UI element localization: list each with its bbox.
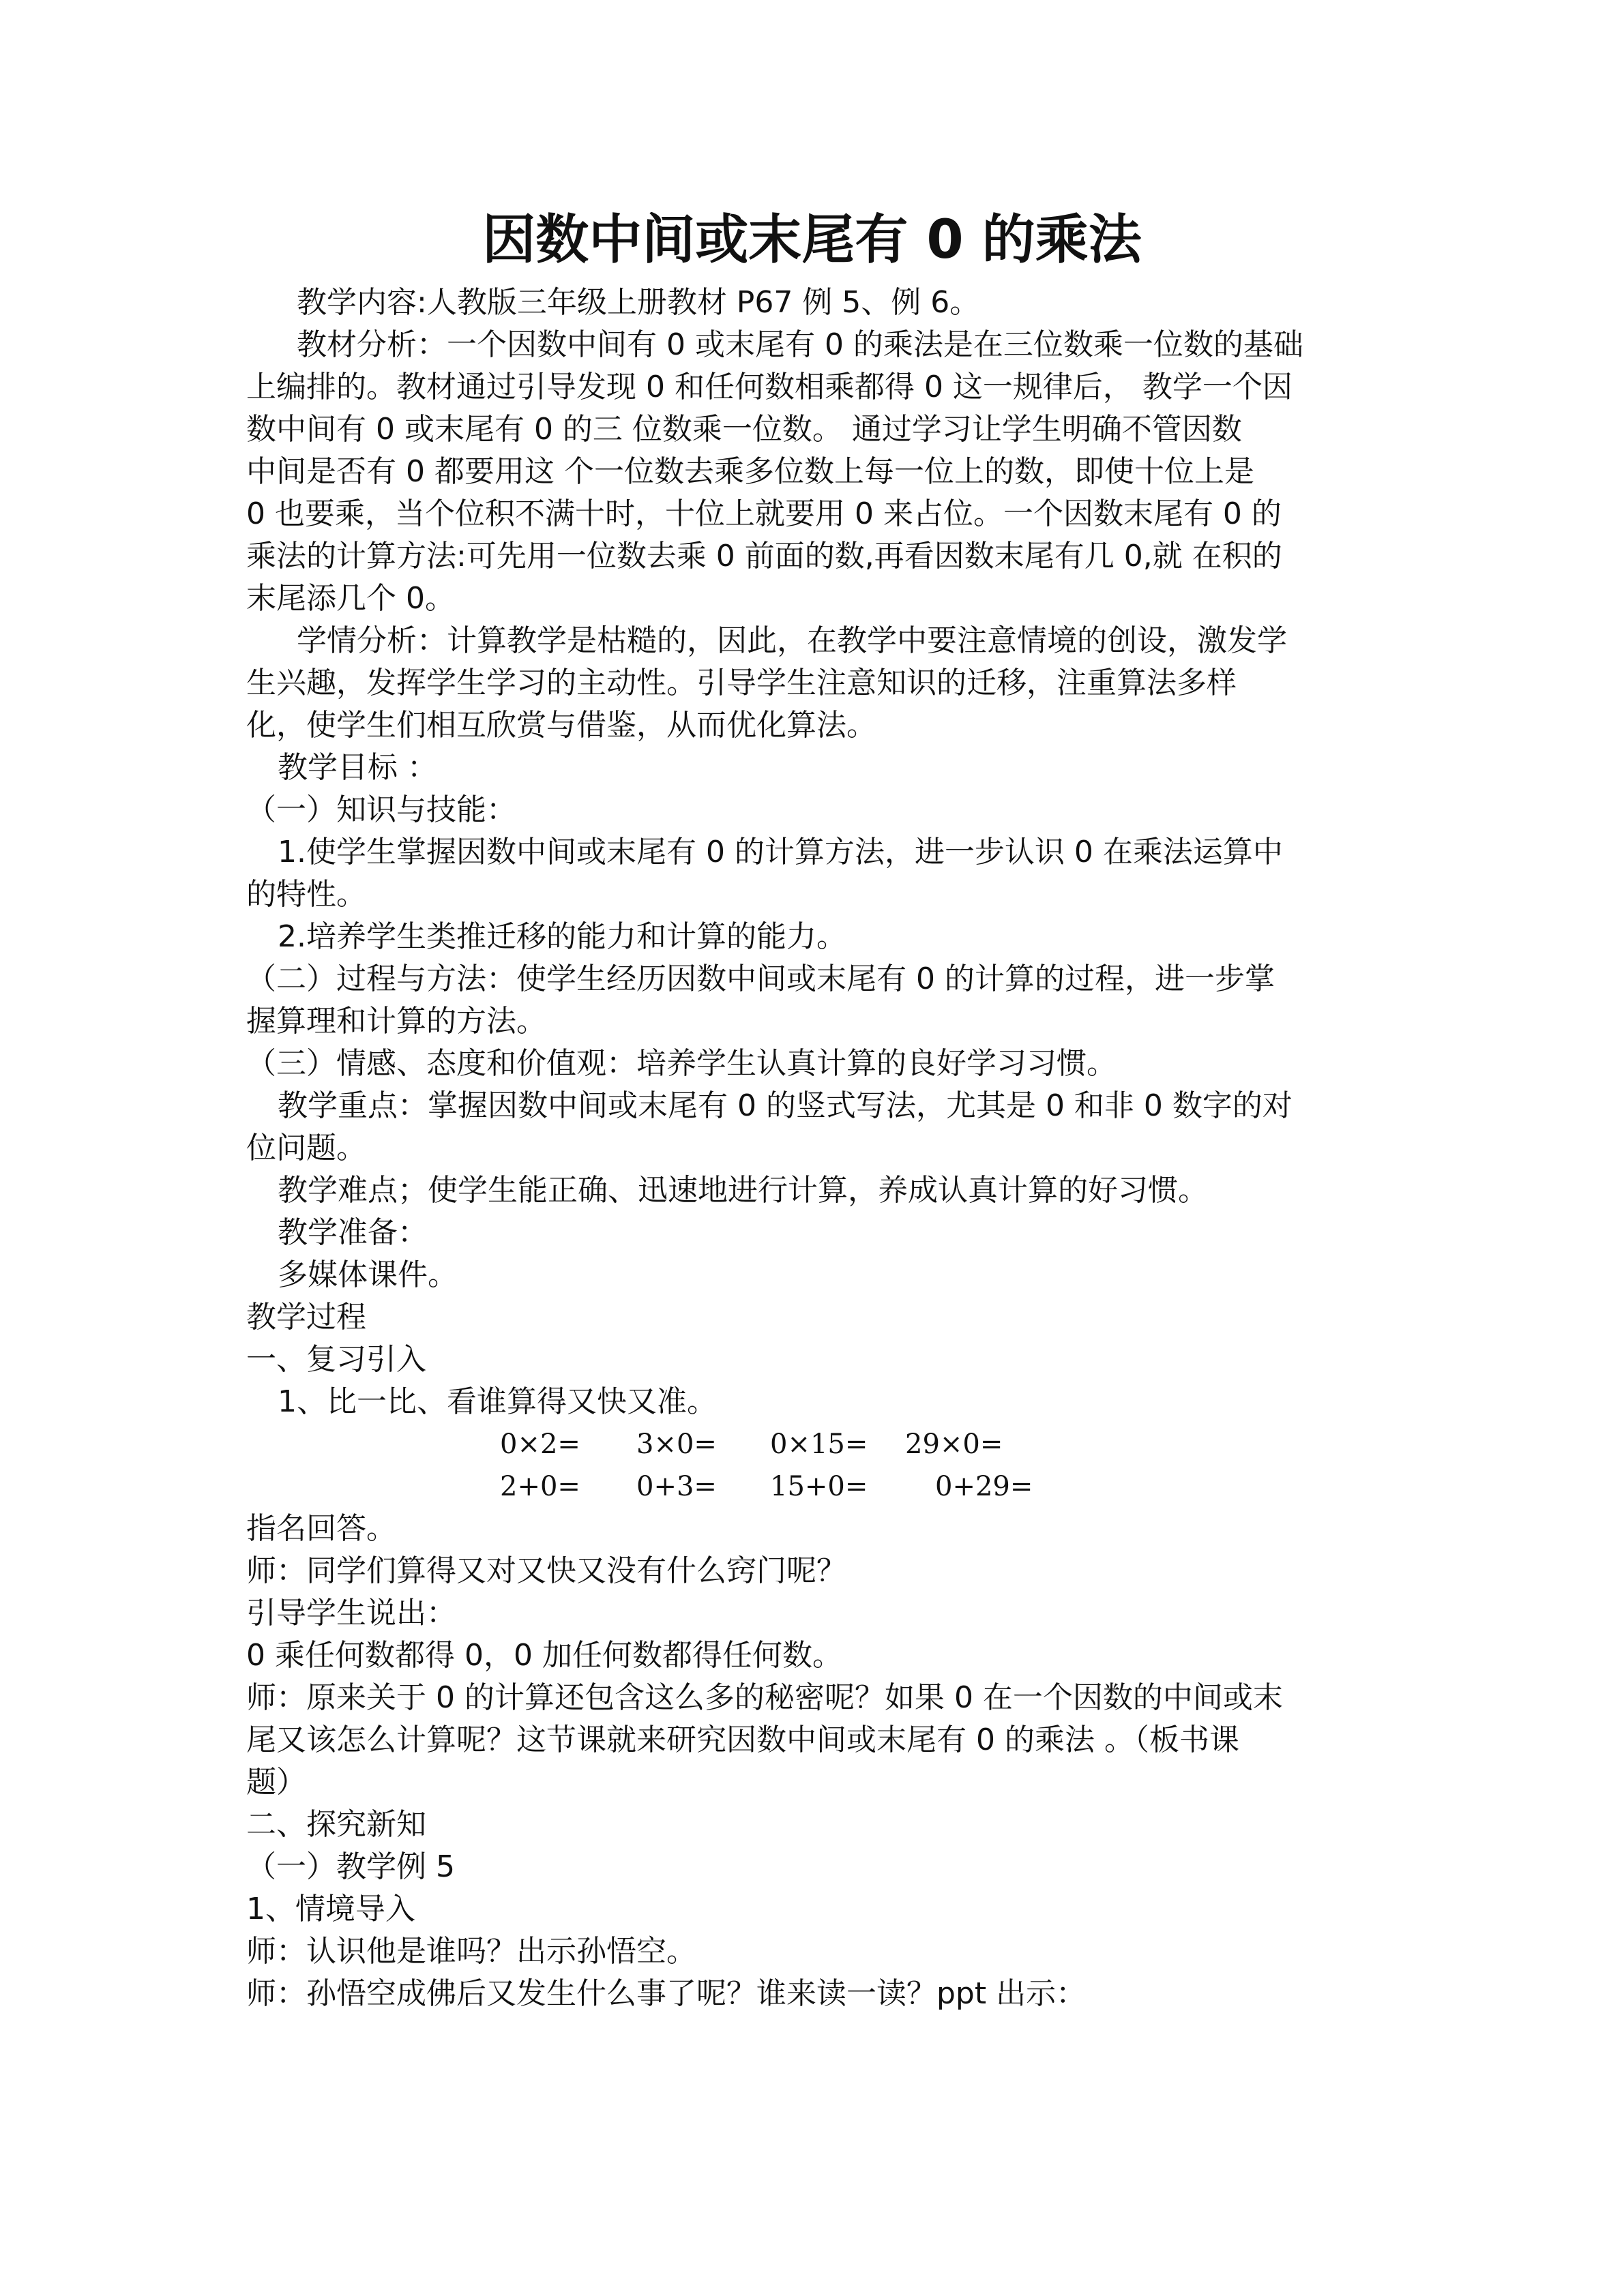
exercise: 15+0=: [770, 1471, 868, 1502]
process-line: 师：认识他是谁吗？出示孙悟空。: [246, 1934, 696, 1969]
review-task: 1、比一比、看谁算得又快又准。: [278, 1384, 717, 1419]
page-title: 因数中间或末尾有 0 的乘法: [482, 209, 1142, 271]
example-heading: （一）教学例 5: [246, 1849, 455, 1884]
process-method-line: （二）过程与方法：使学生经历因数中间或末尾有 0 的计算的过程，进一步掌: [246, 961, 1275, 996]
process-line: 师：孙悟空成佛后又发生什么事了呢？谁来读一读？ppt 出示：: [246, 1976, 1087, 2011]
material-analysis-line: 0 也要乘，当个位积不满十时，十位上就要用 0 来占位。一个因数末尾有 0 的: [246, 496, 1282, 531]
material-analysis-line: 上编排的。教材通过引导发现 0 和任何数相乘都得 0 这一规律后， 教学一个因: [246, 370, 1293, 404]
process-line: 指名回答。: [246, 1511, 396, 1546]
exercise: 3×0=: [636, 1429, 717, 1460]
process-line: 引导学生说出：: [246, 1596, 456, 1630]
knowledge-skills-heading: （一）知识与技能：: [246, 792, 516, 827]
exercise: 0+29=: [935, 1471, 1033, 1502]
material-analysis-line: 乘法的计算方法:可先用一位数去乘 0 前面的数,再看因数末尾有几 0,就 在积的: [246, 539, 1282, 573]
material-analysis-line: 数中间有 0 或末尾有 0 的三 位数乘一位数。 通过学习让学生明确不管因数: [246, 412, 1242, 447]
process-method-line: 握算理和计算的方法。: [246, 1004, 546, 1039]
material-analysis-line: 教材分析：一个因数中间有 0 或末尾有 0 的乘法是在三位数乘一位数的基础: [297, 327, 1303, 362]
process-line: 1、情境导入: [246, 1892, 415, 1926]
learner-analysis-line: 生兴趣，发挥学生学习的主动性。引导学生注意知识的迁移，注重算法多样: [246, 666, 1237, 700]
material-analysis-line: 末尾添几个 0。: [246, 581, 455, 616]
exercise: 0+3=: [636, 1471, 717, 1502]
exercise: 29×0=: [905, 1429, 1003, 1460]
exercise-row: [246, 1423, 1378, 1465]
process-heading: 教学过程: [246, 1300, 366, 1335]
section-review-heading: 一、复习引入: [246, 1342, 426, 1377]
exercise: 0×2=: [500, 1429, 580, 1460]
section-explore-heading: 二、探究新知: [246, 1807, 426, 1842]
preparation-item: 多媒体课件。: [278, 1257, 458, 1292]
goal-item-1-cont: 的特性。: [246, 877, 366, 912]
teaching-goals-heading: 教学目标 ：: [278, 750, 437, 785]
learner-analysis-line: 化，使学生们相互欣赏与借鉴，从而优化算法。: [246, 708, 876, 743]
exercise: 2+0=: [500, 1471, 580, 1502]
process-line: 师：同学们算得又对又快又没有什么窍门呢？: [246, 1553, 846, 1588]
teaching-content: 教学内容:人教版三年级上册教材 P67 例 5、例 6。: [297, 285, 980, 320]
exercise: 0×15=: [770, 1429, 868, 1460]
difficulty-line: 教学难点；使学生能正确、迅速地进行计算，养成认真计算的好习惯。: [278, 1173, 1208, 1208]
preparation-heading: 教学准备：: [278, 1215, 428, 1250]
exercise-row: [246, 1465, 1378, 1508]
process-line: 题）: [246, 1765, 306, 1800]
emotion-values-line: （三）情感、态度和价值观：培养学生认真计算的良好学习习惯。: [246, 1046, 1117, 1081]
key-points-line: 教学重点：掌握因数中间或末尾有 0 的竖式写法，尤其是 0 和非 0 数字的对: [278, 1088, 1293, 1123]
key-points-line: 位问题。: [246, 1131, 366, 1165]
goal-item-1: 1.使学生掌握因数中间或末尾有 0 的计算方法，进一步认识 0 在乘法运算中: [278, 835, 1283, 869]
learner-analysis-line: 学情分析：计算教学是枯糙的，因此，在教学中要注意情境的创设，激发学: [297, 623, 1287, 658]
material-analysis-line: 中间是否有 0 都要用这 个一位数去乘多位数上每一位上的数，即使十位上是: [246, 454, 1254, 489]
document-body: [246, 282, 1378, 2015]
process-line: 尾又该怎么计算呢？这节课就来研究因数中间或末尾有 0 的乘法 。（板书课: [246, 1723, 1239, 1757]
process-line: 师：原来关于 0 的计算还包含这么多的秘密呢？如果 0 在一个因数的中间或末: [246, 1680, 1283, 1715]
goal-item-2: 2.培养学生类推迁移的能力和计算的能力。: [278, 919, 846, 954]
process-line: 0 乘任何数都得 0，0 加任何数都得任何数。: [246, 1638, 842, 1673]
